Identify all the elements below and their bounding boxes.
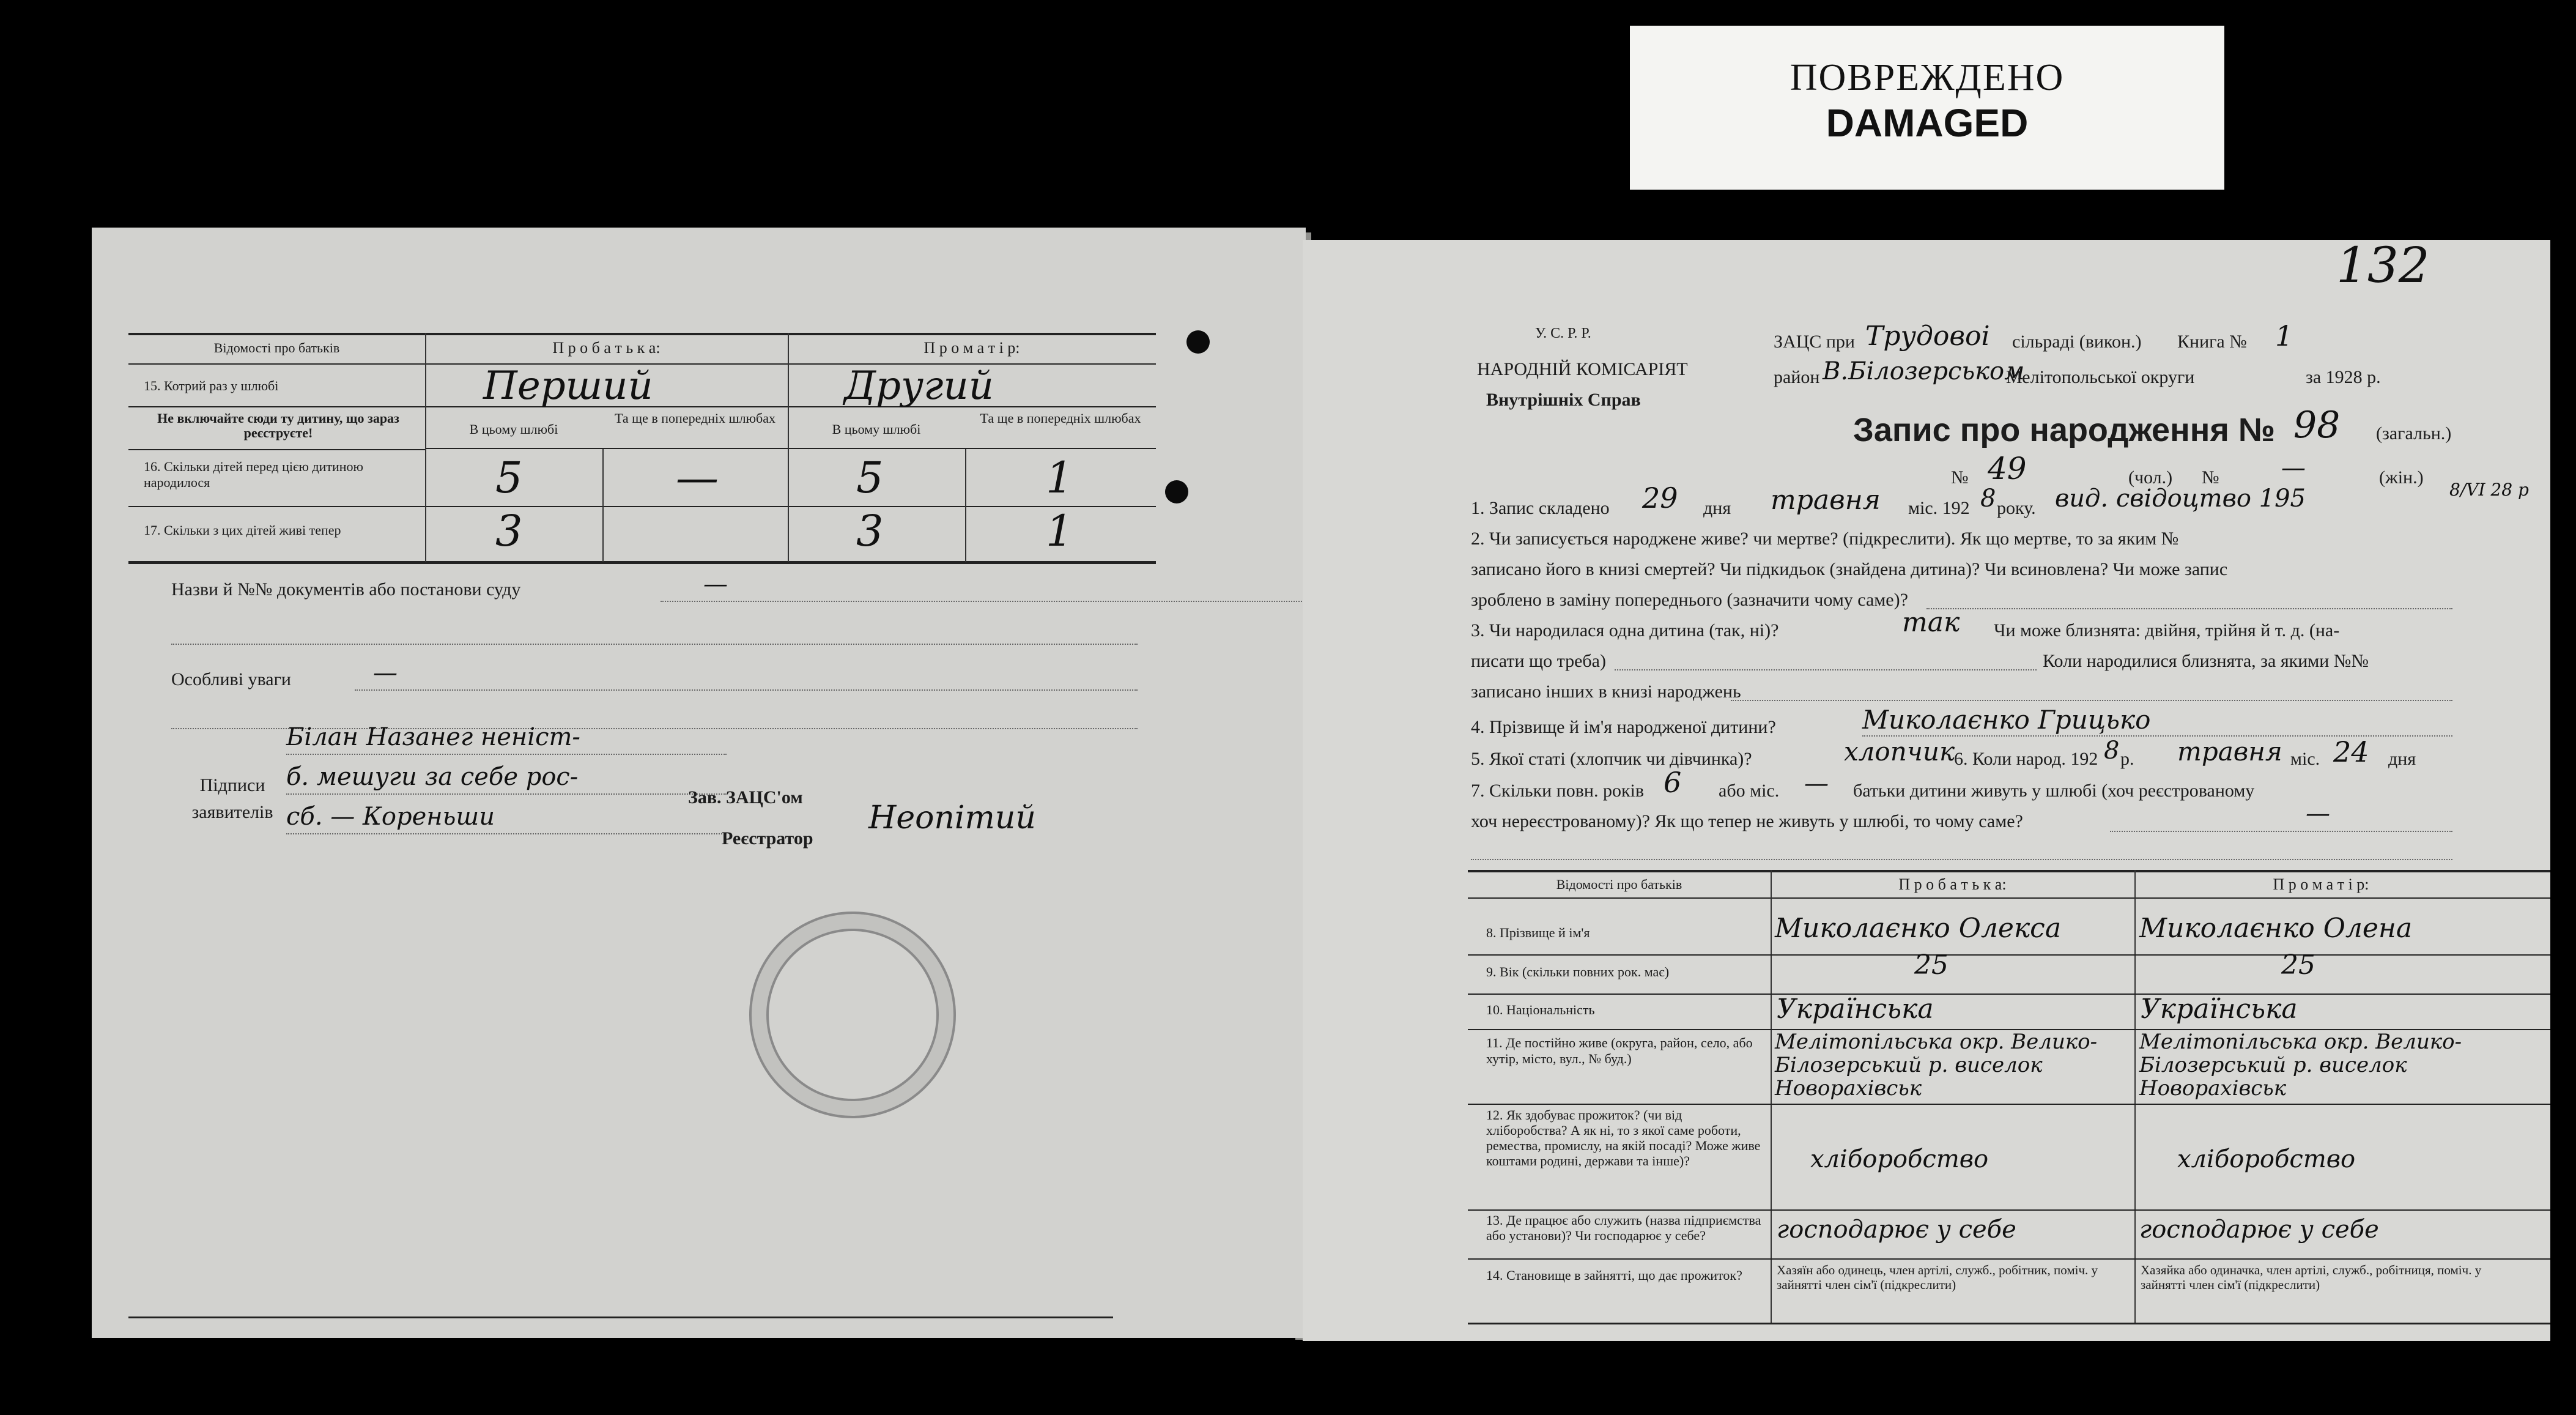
q1-mis: міс. 192	[1908, 498, 1970, 518]
right-page	[1303, 237, 2550, 1341]
margin-note: 8/VI 28 р	[2449, 480, 2529, 500]
table-rule	[425, 448, 1156, 449]
commissariat-label: НАРОДНІЙ КОМІСАРІЯТ	[1477, 359, 1688, 379]
row14-label: 14. Становище в зайнятті, що дає прожиток?	[1486, 1268, 1742, 1283]
registrar-signature: Неопітий	[868, 800, 1036, 836]
table-vrule	[602, 449, 604, 562]
binding-hole	[1186, 330, 1210, 354]
q7-line2: хоч нереєстрованому)? Як що тепер не живуть у шлюбі, то чому саме?	[1471, 811, 2023, 831]
zags-silradi: сільраді (викон.)	[2012, 332, 2142, 352]
q7-line1: 7. Скільки повн. років	[1471, 781, 1645, 801]
binding-hole	[1165, 480, 1188, 503]
q6-label: 6. Коли народ. 192	[1954, 749, 2098, 769]
q1-year-digit: 8	[1980, 485, 1996, 513]
documents-label: Назви й №№ документів або постанови суду	[171, 579, 521, 600]
dotted-line	[1731, 700, 2452, 701]
dotted-line	[286, 754, 727, 755]
chol-prefix: №	[1951, 467, 1969, 488]
left-header-father: П р о б а т ь к а:	[552, 339, 661, 357]
right-header-col0: Відомості про батьків	[1556, 877, 1682, 892]
dotted-line	[355, 689, 1138, 691]
book-label: Книга №	[2177, 332, 2247, 352]
table-top-rule	[1468, 870, 2550, 872]
damaged-notice	[1630, 26, 2224, 190]
table-rule	[1468, 1209, 2550, 1211]
signature-line-1: Білан Назанег неніст-	[286, 723, 580, 751]
notes-label: Особливі уваги	[171, 669, 291, 689]
q5-sex: хлопчик	[1844, 737, 1955, 767]
table-vrule	[425, 333, 426, 562]
row17-mother-this: 3	[856, 506, 884, 556]
registrar-head-label: Зав. ЗАЦС'ом	[688, 787, 803, 808]
chol-label: (чол.)	[2128, 467, 2173, 488]
row15-father: Перший	[483, 363, 653, 409]
row8-mother: Миколаєнко Олена	[2139, 913, 2413, 944]
left-header-mother: П р о м а т і р:	[923, 339, 1020, 357]
q6-month: травня	[2177, 737, 2282, 767]
chol-number: 49	[1988, 451, 2027, 486]
table-vrule	[1771, 870, 1772, 1323]
row9-mother: 25	[2281, 949, 2315, 981]
q1-label: 1. Запис складено	[1471, 498, 1610, 518]
signature-line-3: сб. — Кореньши	[286, 803, 495, 831]
table-top-rule	[128, 333, 1156, 335]
q7-months: —	[1804, 770, 1829, 798]
documents-value: —	[703, 570, 728, 598]
row9-father: 25	[1914, 949, 1949, 981]
row14-father: Хазяїн або одинець, член артілі, служб., робітник, поміч. у зайнятті член сім'ї (підкреслити)	[1777, 1263, 2098, 1292]
dotted-line	[286, 793, 727, 795]
zags-place: Трудовоі	[1865, 321, 1990, 352]
damaged-notice-ua: ПОВРЕЖДЕНО	[1790, 57, 2065, 98]
q1-roku: року.	[1997, 498, 2036, 518]
official-round-seal	[749, 912, 956, 1118]
row9-label: 9. Вік (скільки повних рок. має)	[1486, 964, 1670, 979]
dotted-line	[1926, 608, 2452, 609]
q2-line1: 2. Чи записується народжене живе? чи мертве? (підкреслити). Як що мертве, то за яким №	[1471, 529, 2179, 549]
row17-mother-prev: 1	[1046, 506, 1073, 556]
row16-father-prev: —	[676, 453, 719, 503]
row16-mother-this: 5	[856, 453, 884, 503]
subheader-mother-prev: Та ще в попередніх шлюбах	[980, 410, 1141, 426]
row10-mother: Українська	[2141, 993, 2298, 1025]
right-header-father: П р о б а т ь к а:	[1898, 875, 2007, 893]
q1-extra: вид. свідоцтво 195	[2055, 485, 2306, 513]
okrug-label: Мелітопольської округи	[2006, 367, 2195, 387]
q7-answer: —	[2306, 800, 2330, 828]
dotted-line	[286, 833, 727, 834]
row16-label: 16. Скільки дітей перед цією дитиною народилося	[144, 459, 363, 490]
row12-father: хліборобство	[1810, 1145, 1989, 1173]
year-label: за 1928 р.	[2306, 367, 2381, 387]
q1-dnia: дня	[1703, 498, 1731, 518]
signatures-label: Підписи заявителів	[191, 775, 273, 822]
q3-line2: писати що треба)	[1471, 651, 1606, 671]
usrr-label: У. С. Р. Р.	[1535, 325, 1591, 341]
table-rule	[1468, 993, 2550, 995]
q2-line3: зроблено в заміну попереднього (зазначити чому саме)?	[1471, 590, 1908, 610]
row15-label: 15. Котрий раз у шлюбі	[144, 378, 279, 393]
table-rule	[128, 506, 1156, 507]
row11-father: Мелітопільська окр. Велико-Білозерський р. виселок Новорахівськ	[1775, 1030, 2098, 1101]
internal-affairs-label: Внутрішніх Справ	[1486, 390, 1641, 410]
dotted-line	[2110, 831, 2452, 832]
q6-year-digit: 8	[2104, 737, 2120, 765]
table-vrule	[788, 333, 789, 562]
row10-father: Українська	[1777, 993, 1934, 1025]
q1-month: травня	[1771, 485, 1881, 516]
zhin-number: —	[2281, 454, 2306, 482]
damaged-notice-en: DAMAGED	[1826, 101, 2029, 145]
table-vrule	[965, 449, 966, 562]
row8-label: 8. Прізвище й ім'я	[1486, 925, 1590, 940]
row12-label: 12. Як здобуває прожиток? (чи від хліборобства? А як ні, то з якої саме роботи, ремества, промислу, на якій посаді? Може живе коштами родині, держави та інше)?	[1486, 1107, 1761, 1168]
q4-label: 4. Прізвище й ім'я народженої дитини?	[1471, 717, 1776, 737]
row14-mother: Хазяйка або одиначка, член артілі, служб., робітниця, поміч. у зайнятті член сім'ї (підкреслити)	[2141, 1263, 2482, 1292]
page-number: 132	[2336, 237, 2430, 294]
subheader-mother-this: В цьому шлюбі	[832, 422, 921, 437]
table-rule	[128, 449, 425, 450]
q5-label: 5. Якої статі (хлопчик чи дівчинка)?	[1471, 749, 1752, 769]
table-bottom-rule	[128, 561, 1156, 564]
dotted-line	[1471, 859, 2452, 860]
table-rule	[1468, 1104, 2550, 1105]
row16-father-this: 5	[495, 453, 523, 503]
q1-day: 29	[1642, 481, 1678, 514]
row13-mother: господарює у себе	[2139, 1216, 2379, 1244]
q6-r: р.	[2120, 749, 2134, 769]
registrar-label: Реєстратор	[722, 828, 813, 849]
record-title: Запис про народження №	[1853, 412, 2276, 448]
signature-line-2: б. мешуги за себе рос-	[286, 763, 579, 791]
row13-father: господарює у себе	[1777, 1216, 2016, 1244]
table-rule	[1468, 954, 2550, 956]
row10-label: 10. Національність	[1486, 1002, 1595, 1017]
dotted-line	[1615, 669, 2037, 670]
row15-mother: Другий	[844, 363, 994, 409]
record-number: 98	[2293, 404, 2341, 447]
q6-mis: міс.	[2290, 749, 2320, 769]
table-rule	[1468, 897, 2550, 899]
left-header-col0: Відомості про батьків	[213, 340, 340, 355]
subheader-label: Не включайте сюди ту дитину, що зараз реєструєте!	[157, 410, 399, 440]
row8-father: Миколаєнко Олекса	[1775, 913, 2062, 944]
row12-mother: хліборобство	[2177, 1145, 2356, 1173]
row17-father-this: 3	[495, 506, 523, 556]
row13-label: 13. Де працює або служить (назва підприємства або установи)? Чи господарює у себе?	[1486, 1213, 1761, 1243]
page-bottom-rule	[128, 1317, 1113, 1318]
q4-child-name: Миколаєнко Грицько	[1862, 705, 2151, 735]
row11-mother: Мелітопільська окр. Велико-Білозерський р. виселок Новорахівськ	[2139, 1030, 2462, 1101]
book-number: 1	[2275, 319, 2293, 352]
left-page	[92, 228, 1306, 1338]
zhin-label: (жін.)	[2379, 467, 2424, 488]
q2-line2: записано його в книзі смертей? Чи підкидьок (знайдена дитина)? Чи всиновлена? Чи може запис	[1471, 559, 2228, 579]
q7-years: 6	[1664, 766, 1682, 799]
table-bottom-rule	[1468, 1323, 2550, 1324]
q3-line1: 3. Чи народилася одна дитина (так, ні)?	[1471, 620, 1779, 641]
record-zagal: (загальн.)	[2376, 423, 2452, 444]
row17-label: 17. Скільки з цих дітей живі тепер	[144, 522, 341, 538]
dotted-line	[171, 644, 1138, 645]
right-header-mother: П р о м а т і р:	[2273, 875, 2369, 893]
q6-day: 24	[2333, 735, 2369, 768]
q7-mid: або міс.	[1719, 781, 1780, 801]
raion-value: В.Білозерськом	[1823, 357, 2025, 385]
zhin-prefix: №	[2202, 467, 2219, 488]
subheader-father-this: В цьому шлюбі	[469, 422, 558, 437]
zags-label: ЗАЦС при	[1774, 332, 1855, 352]
q3-answer: так	[1902, 607, 1960, 638]
q6-dnia: дня	[2388, 749, 2416, 769]
q7-line1-rest: батьки дитини живуть у шлюбі (хоч реєстрованому	[1853, 781, 2255, 801]
q3-line1-rest: Чи може близнята: двійня, трійня й т. д. (на-	[1994, 620, 2340, 641]
row16-mother-prev: 1	[1046, 453, 1073, 503]
q3-line3: записано інших в книзі народжень	[1471, 682, 1741, 702]
raion-label: район	[1774, 367, 1820, 387]
subheader-father-prev: Та ще в попередніх шлюбах	[615, 410, 775, 426]
q3-line2-rest: Коли народилися близнята, за якими №№	[2043, 651, 2369, 671]
notes-value: —	[373, 659, 398, 687]
table-vrule	[2134, 870, 2136, 1323]
row11-label: 11. Де постійно живе (округа, район, село, або хутір, місто, вул., № буд.)	[1486, 1035, 1753, 1066]
table-rule	[1468, 1258, 2550, 1260]
